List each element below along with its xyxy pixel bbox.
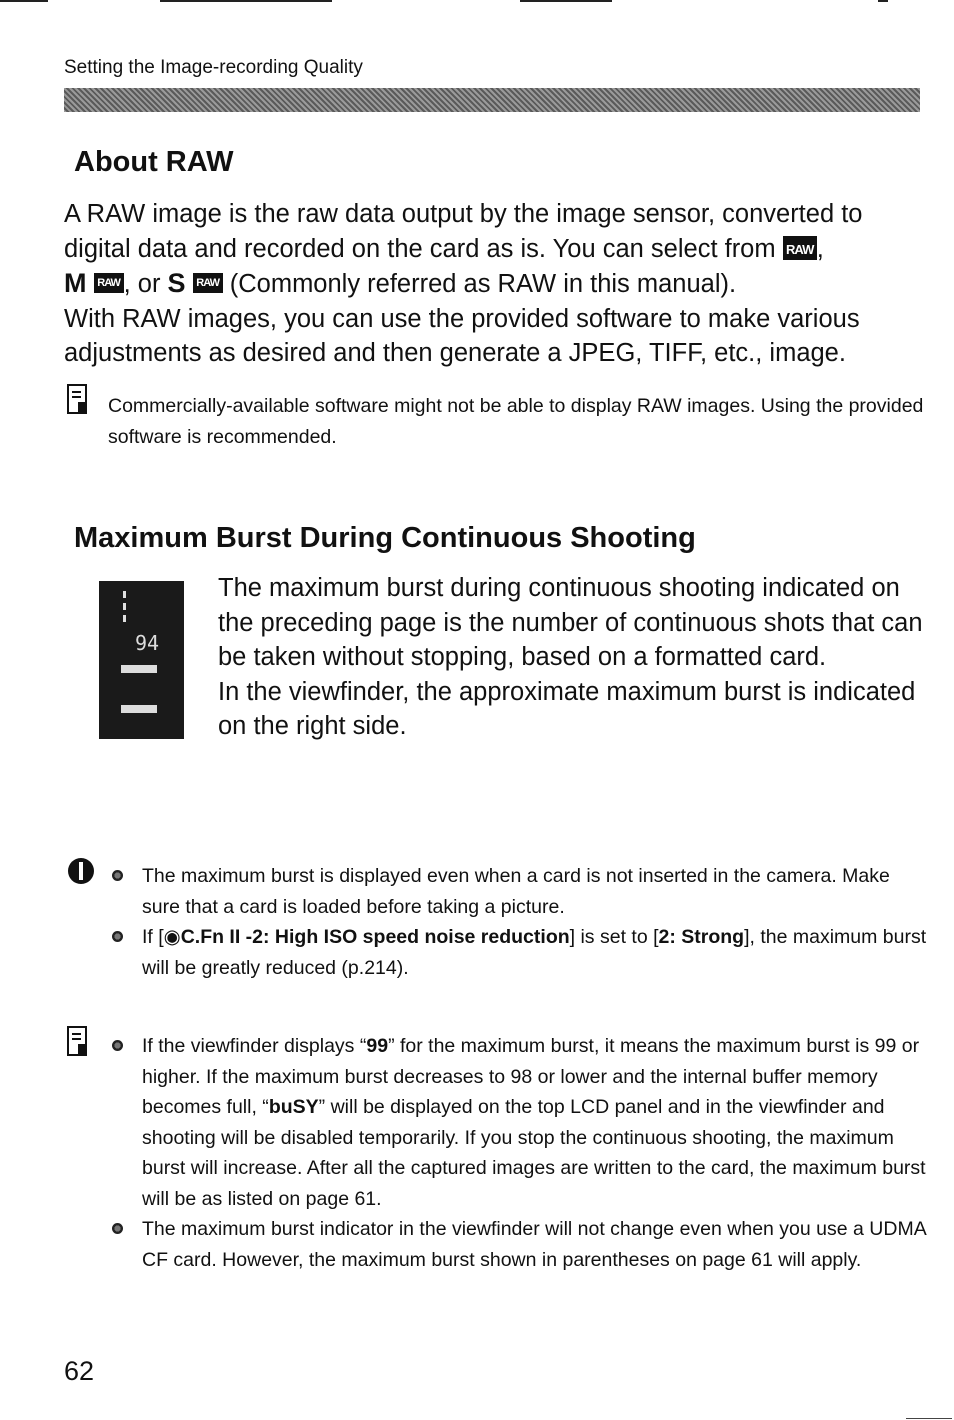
caution-icon <box>68 858 94 884</box>
m-raw-quality-icon: RAW <box>94 273 124 293</box>
custom-function-icon: ◉ <box>163 926 181 948</box>
note-list <box>142 1031 932 1275</box>
running-head: Setting the Image-recording Quality <box>64 57 363 78</box>
bullet-icon <box>112 1040 123 1051</box>
viewfinder-iso-indicator <box>121 665 157 673</box>
raw-quality-icon: RAW <box>783 236 817 260</box>
viewfinder-battery-icon <box>121 705 157 713</box>
list-item: The maximum burst is displayed even when a card is not inserted in the camera. Make sure that a card is loaded before taking a picture. <box>142 861 932 922</box>
viewfinder-illustration <box>99 581 184 739</box>
bullet-icon <box>112 1223 123 1234</box>
about-raw-paragraph-1: A RAW image is the raw data output by the image sensor, converted to digital data and recorded on the card as is. You can select from RAW , M RAW , or S RAW (Commonly referred as RAW in this manual). <box>64 200 863 298</box>
about-raw-note: Commercially-available software might not be able to display RAW images. Using the provided software is recommended. <box>108 395 924 448</box>
scan-mark <box>906 1418 952 1419</box>
viewfinder-indicator-mark <box>123 615 126 622</box>
bullet-icon <box>112 931 123 942</box>
bullet-icon <box>112 870 123 881</box>
max-burst-paragraph-1: The maximum burst during continuous shooting indicated on the preceding page is the number of continuous shots that can be taken without stopping, based on a formatted card. <box>218 574 923 671</box>
viewfinder-indicator-mark <box>123 591 126 598</box>
scan-mark <box>878 0 888 2</box>
about-raw-paragraph-2: With RAW images, you can use the provided software to make various adjustments as desired and then generate a JPEG, TIFF, etc., image. <box>64 304 860 367</box>
viewfinder-burst-readout: 94 <box>135 631 160 655</box>
note-icon <box>67 1026 87 1056</box>
list-item: The maximum burst indicator in the viewfinder will not change even when you use a UDMA CF card. However, the maximum burst shown in parentheses on page 61 will apply. <box>142 1214 932 1275</box>
caution-list <box>142 861 932 983</box>
about-raw-body <box>64 197 934 371</box>
header-bar <box>64 88 920 112</box>
max-burst-body <box>218 571 938 744</box>
size-s-label: S <box>167 268 186 298</box>
s-raw-quality-icon: RAW <box>193 273 223 293</box>
max-burst-paragraph-2: In the viewfinder, the approximate maximum burst is indicated on the right side. <box>218 677 916 740</box>
size-m-label: M <box>64 268 87 298</box>
viewfinder-indicator-mark <box>123 603 126 610</box>
page-number: 62 <box>64 1356 95 1386</box>
list-item: If the viewfinder displays “99” for the maximum burst, it means the maximum burst is 99 or higher. If the maximum burst decreases to 98 or lower and the internal buffer memory becomes full, “buSY” will be displayed on the top LCD panel and in the viewfinder and shooting will be disabled temporarily. If you stop the continuous shooting, the maximum burst will increase. After all the captured images are written to the card, the maximum burst will be as listed on page 61. <box>142 1031 932 1214</box>
scan-mark <box>160 0 332 2</box>
section-title-max-burst: Maximum Burst During Continuous Shooting <box>74 522 696 554</box>
list-item: If [◉C.Fn II -2: High ISO speed noise reduction] is set to [2: Strong], the maximum burst will be greatly reduced (p.214). <box>142 922 932 983</box>
scan-mark <box>520 0 612 2</box>
section-title-about-raw: About RAW <box>74 146 234 178</box>
note-icon <box>67 384 87 414</box>
scan-mark <box>0 0 48 2</box>
